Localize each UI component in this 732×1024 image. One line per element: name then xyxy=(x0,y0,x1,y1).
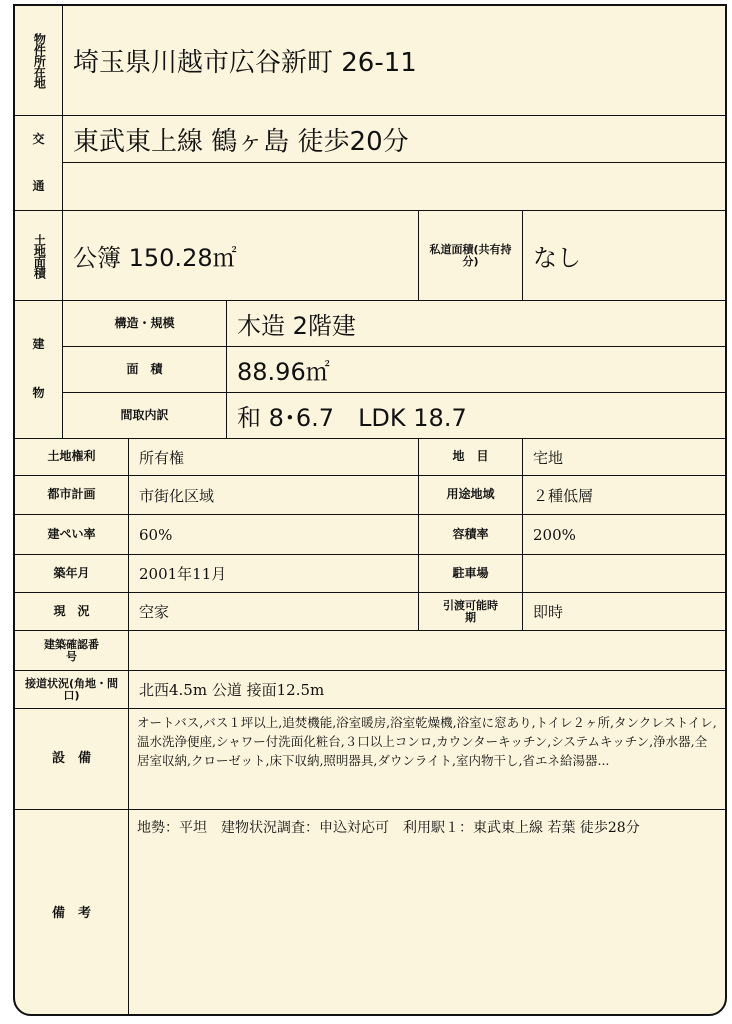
transport-value-2 xyxy=(63,163,725,210)
road-label: 接道状況(角地・間口) xyxy=(15,671,129,708)
road-value: 北西4.5m 公道 接面12.5m xyxy=(139,681,325,699)
built-value: 2001年11月 xyxy=(129,555,419,592)
building-label-bottom: 物 xyxy=(32,385,45,400)
built-row xyxy=(15,555,725,593)
zoning-value: ２種低層 xyxy=(533,486,594,505)
remarks-value: 地勢：平坦 建物状況調査：申込対応可 利用駅１：東武東上線 若葉 徒歩28分 xyxy=(137,820,640,836)
parking-value xyxy=(523,555,725,592)
planning-row xyxy=(15,476,725,515)
chimoku-label: 地 目 xyxy=(419,439,523,475)
far-label: 容積率 xyxy=(419,515,523,554)
road-row xyxy=(15,671,725,709)
layout-label: 間取内訳 xyxy=(63,393,227,438)
area-label: 面 積 xyxy=(63,347,227,393)
structure-value: 木造 2階建 xyxy=(227,301,725,347)
remarks-row xyxy=(15,810,725,1016)
handover-value: 即時 xyxy=(533,603,564,621)
equipment-row xyxy=(15,709,725,810)
private-road-label: 私道面積(共有持分) xyxy=(419,211,523,300)
remarks-label: 備 考 xyxy=(15,810,129,1016)
zoning-label: 用途地域 xyxy=(419,476,523,514)
chimoku-value: 宅地 xyxy=(533,448,564,467)
structure-label: 構造・規模 xyxy=(63,301,227,347)
status-value: 空家 xyxy=(129,593,419,630)
planning-label: 都市計画 xyxy=(15,476,129,514)
location-value: 埼玉県川越市広谷新町 26-11 xyxy=(73,48,417,78)
location-label: 物件所在地 xyxy=(15,6,63,115)
building-label-top: 建 xyxy=(32,337,45,352)
coverage-label: 建ぺい率 xyxy=(15,515,129,554)
planning-value: 市街化区域 xyxy=(129,476,419,514)
property-sheet xyxy=(13,4,727,1016)
transport-value: 東武東上線 鶴ヶ島 徒歩20分 xyxy=(63,116,725,163)
status-row xyxy=(15,593,725,631)
equipment-label: 設 備 xyxy=(15,709,129,809)
land-value: 公簿 150.28㎡ xyxy=(63,211,419,300)
transport-label-bottom: 通 xyxy=(32,178,45,193)
confirmation-value xyxy=(129,631,725,670)
area-value: 88.96㎡ xyxy=(227,347,725,393)
coverage-row xyxy=(15,515,725,555)
private-road-value: なし xyxy=(533,244,581,272)
far-value: 200% xyxy=(533,525,576,544)
building-row xyxy=(15,301,725,439)
land-label: 土地面積 xyxy=(15,211,63,300)
location-row xyxy=(15,6,725,116)
rights-label: 土地権利 xyxy=(15,439,129,475)
confirmation-label: 建築確認番号 xyxy=(15,631,129,670)
confirmation-row xyxy=(15,631,725,671)
rights-row xyxy=(15,439,725,476)
coverage-value: 60% xyxy=(129,515,419,554)
layout-value: 和 8･6.7 LDK 18.7 xyxy=(237,404,467,432)
status-label: 現 況 xyxy=(15,593,129,630)
land-row xyxy=(15,211,725,301)
handover-label: 引渡可能時期 xyxy=(419,593,523,630)
transport-label-top: 交 xyxy=(32,131,45,146)
parking-label: 駐車場 xyxy=(419,555,523,592)
equipment-value: オートバス,バス１坪以上,追焚機能,浴室暖房,浴室乾燥機,浴室に窓あり,トイレ２ヶ所,タンクレストイレ,温水洗浄便座,シャワー付洗面化粧台,３口以上コンロ,カウンターキッチン,システムキッチン,浄水器,全居室収納,クローゼット,床下収納,照明器具,ダウンライト,室内物干し,省エネ給湯器... xyxy=(137,715,717,768)
transport-row xyxy=(15,116,725,211)
built-label: 築年月 xyxy=(15,555,129,592)
rights-value: 所有権 xyxy=(129,439,419,475)
